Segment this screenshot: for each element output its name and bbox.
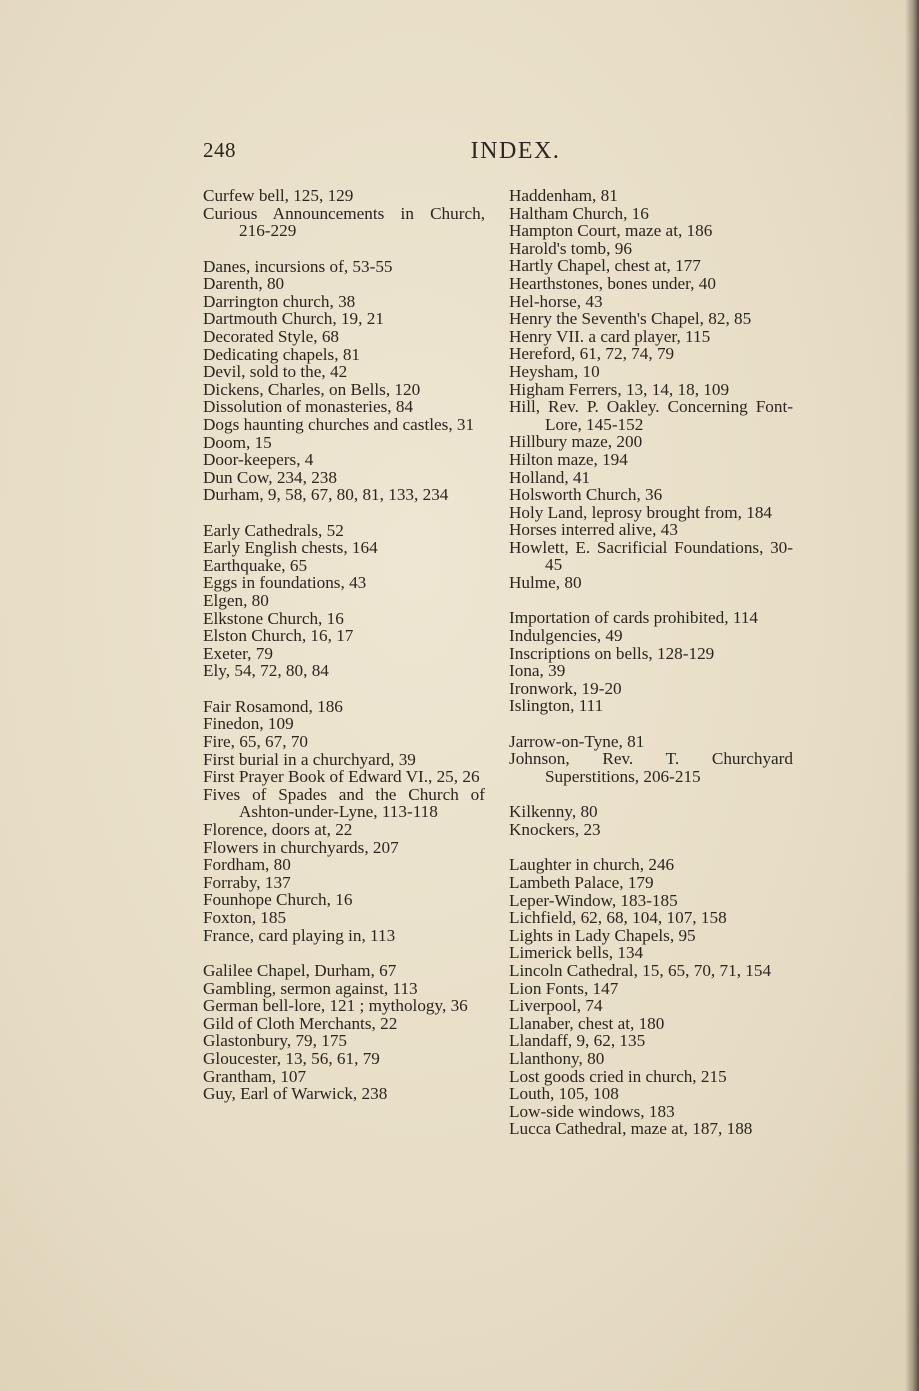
index-entry: Elston Church, 16, 17 xyxy=(203,626,354,646)
index-entry: Hilton maze, 194 xyxy=(509,449,628,469)
index-entry: Dedicating chapels, 81 xyxy=(203,344,361,364)
index-entry: Heysham, 10 xyxy=(509,361,600,381)
index-entry: Llanaber, chest at, 180 xyxy=(509,1013,665,1033)
index-entry: Low-side windows, 183 xyxy=(509,1101,675,1121)
index-entry: Doom, 15 xyxy=(203,432,272,452)
index-entry: Fordham, 80 xyxy=(203,855,291,875)
index-entry: Iona, 39 xyxy=(509,661,566,681)
index-entry: Foxton, 185 xyxy=(203,907,287,927)
index-entry: Knockers, 23 xyxy=(509,819,601,839)
section-gap xyxy=(203,680,485,698)
index-entry: Laughter in church, 246 xyxy=(509,855,675,875)
index-entry: Gild of Cloth Merchants, 22 xyxy=(203,1013,398,1033)
index-entry: Fair Rosamond, 186 xyxy=(203,696,343,716)
index-entry: Gambling, sermon against, 113 xyxy=(203,978,418,998)
index-entry: Hulme, 80 xyxy=(509,573,582,593)
index-entry: Hereford, 61, 72, 74, 79 xyxy=(509,344,675,364)
index-column-left xyxy=(203,187,485,1103)
index-entry: Flowers in churchyards, 207 xyxy=(203,837,399,857)
index-entry: Eggs in foundations, 43 xyxy=(203,573,367,593)
section-gap xyxy=(203,504,485,522)
index-entry: Florence, doors at, 22 xyxy=(203,819,353,839)
index-entry: Lambeth Palace, 179 xyxy=(509,872,654,892)
index-entry: Llandaff, 9, 62, 135 xyxy=(509,1031,646,1051)
index-entry: Finedon, 109 xyxy=(203,714,294,734)
index-entry: Horses interred alive, 43 xyxy=(509,520,678,540)
index-entry: Hillbury maze, 200 xyxy=(509,432,643,452)
index-entry: Grantham, 107 xyxy=(203,1066,307,1086)
index-entry: Fire, 65, 67, 70 xyxy=(203,732,309,752)
index-entry: Dickens, Charles, on Bells, 120 xyxy=(203,379,421,399)
index-entry: Lucca Cathedral, maze at, 187, 188 xyxy=(509,1119,753,1139)
index-entry: Hill, Rev. P. Oakley. Concerning Font-Lore, 145-152 xyxy=(509,397,793,434)
page-edge-shadow xyxy=(905,0,919,1391)
index-entry: Henry VII. a card player, 115 xyxy=(509,326,711,346)
index-entry: Danes, incursions of, 53-55 xyxy=(203,256,393,276)
index-entry: German bell-lore, 121 ; mythology, 36 xyxy=(203,996,468,1016)
index-entry: Ironwork, 19-20 xyxy=(509,678,622,698)
index-entry: Early Cathedrals, 52 xyxy=(203,520,344,540)
index-entry: First burial in a churchyard, 39 xyxy=(203,749,416,769)
index-entry: Indulgencies, 49 xyxy=(509,626,623,646)
page-title: INDEX. xyxy=(470,138,561,164)
index-entry: Lion Fonts, 147 xyxy=(509,978,619,998)
index-entry: Dogs haunting churches and castles, 31 xyxy=(203,414,475,434)
page-number: 248 xyxy=(203,138,236,162)
index-entry: Darrington church, 38 xyxy=(203,291,356,311)
index-entry: Holy Land, leprosy brought from, 184 xyxy=(509,502,773,522)
page-header xyxy=(203,138,788,168)
section-gap xyxy=(509,715,793,733)
index-entry: Galilee Chapel, Durham, 67 xyxy=(203,960,397,980)
index-entry: Hartly Chapel, chest at, 177 xyxy=(509,256,701,276)
index-entry: Glastonbury, 79, 175 xyxy=(203,1031,348,1051)
section-gap xyxy=(203,240,485,258)
index-entry: Lichfield, 62, 68, 104, 107, 158 xyxy=(509,908,727,928)
index-entry: Door-keepers, 4 xyxy=(203,450,314,470)
index-entry: France, card playing in, 113 xyxy=(203,925,396,945)
index-entry: Gloucester, 13, 56, 61, 79 xyxy=(203,1048,380,1068)
index-entry: Llanthony, 80 xyxy=(509,1048,605,1068)
index-entry: Lincoln Cathedral, 15, 65, 70, 71, 154 xyxy=(509,960,772,980)
index-entry: Louth, 105, 108 xyxy=(509,1084,619,1104)
index-entry: Elkstone Church, 16 xyxy=(203,608,344,628)
index-entry: Guy, Earl of Warwick, 238 xyxy=(203,1084,388,1104)
section-gap xyxy=(203,944,485,962)
index-entry: Holland, 41 xyxy=(509,467,591,487)
index-entry: Liverpool, 74 xyxy=(509,996,603,1016)
index-entry: Johnson, Rev. T. Churchyard Superstitions, 206-215 xyxy=(509,749,793,786)
index-entry: Ely, 54, 72, 80, 84 xyxy=(203,661,329,681)
index-column-right xyxy=(509,187,793,1138)
index-entry: Devil, sold to the, 42 xyxy=(203,362,348,382)
index-entry: Higham Ferrers, 13, 14, 18, 109 xyxy=(509,379,730,399)
index-entry: Darenth, 80 xyxy=(203,274,285,294)
index-entry: Dun Cow, 234, 238 xyxy=(203,467,337,487)
index-entry: Kilkenny, 80 xyxy=(509,802,598,822)
index-entry: Exeter, 79 xyxy=(203,643,273,663)
section-gap xyxy=(509,592,793,610)
index-entry: Forraby, 137 xyxy=(203,872,291,892)
index-entry: Early English chests, 164 xyxy=(203,538,378,558)
index-entry: Haddenham, 81 xyxy=(509,186,618,205)
index-entry: Hampton Court, maze at, 186 xyxy=(509,221,713,241)
index-entry: Fives of Spades and the Church of Ashton-under-Lyne, 113-118 xyxy=(203,784,485,822)
index-entry: Earthquake, 65 xyxy=(203,555,308,575)
index-entry: Jarrow-on-Tyne, 81 xyxy=(509,731,645,751)
index-entry: Holsworth Church, 36 xyxy=(509,485,663,505)
index-entry: Inscriptions on bells, 128-129 xyxy=(509,643,715,663)
index-entry: Founhope Church, 16 xyxy=(203,890,353,910)
index-entry: Limerick bells, 134 xyxy=(509,943,644,963)
index-entry: Haltham Church, 16 xyxy=(509,203,649,223)
index-entry: Howlett, E. Sacrificial Foundations, 30-45 xyxy=(509,537,793,575)
index-entry: Hel-horse, 43 xyxy=(509,291,603,311)
section-gap xyxy=(509,839,793,857)
index-entry: Dartmouth Church, 19, 21 xyxy=(203,309,384,329)
index-entry: Leper-Window, 183-185 xyxy=(509,890,678,910)
index-entry: Importation of cards prohibited, 114 xyxy=(509,608,759,628)
section-gap xyxy=(509,786,793,804)
index-entry: Lost goods cried in church, 215 xyxy=(509,1066,727,1086)
index-entry: Dissolution of monasteries, 84 xyxy=(203,397,414,417)
index-entry: Durham, 9, 58, 67, 80, 81, 133, 234 xyxy=(203,485,449,505)
index-entry: Elgen, 80 xyxy=(203,591,269,611)
index-entry: Islington, 111 xyxy=(509,696,604,716)
index-entry: Lights in Lady Chapels, 95 xyxy=(509,925,696,945)
index-entry: Harold's tomb, 96 xyxy=(509,238,632,258)
index-entry: Decorated Style, 68 xyxy=(203,326,340,346)
index-entry: Henry the Seventh's Chapel, 82, 85 xyxy=(509,309,752,329)
index-entry: First Prayer Book of Edward VI., 25, 26 xyxy=(203,767,480,787)
index-entry: Hearthstones, bones under, 40 xyxy=(509,273,716,293)
index-entry: Curfew bell, 125, 129 xyxy=(203,186,354,205)
index-entry: Curious Announcements in Church, 216-229 xyxy=(203,203,485,241)
